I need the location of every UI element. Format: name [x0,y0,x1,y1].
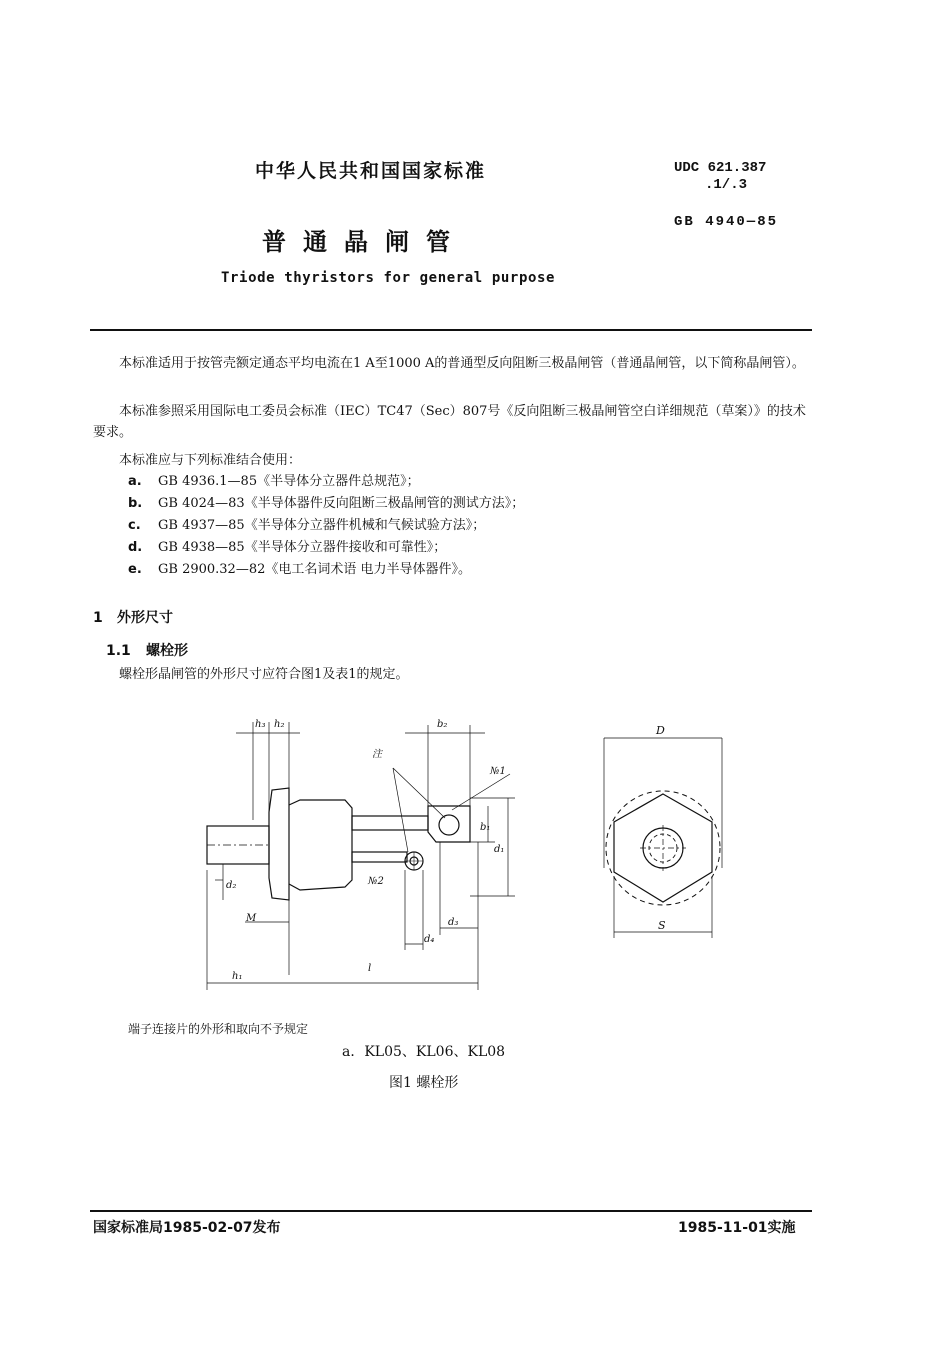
section-title: 外形尺寸 [117,610,173,626]
list-item [128,493,818,515]
figure-note: 端子连接片的外形和取向不予规定 [128,1022,309,1036]
terminal-1-hole [439,815,459,835]
gb-number: GB 4940—85 [674,214,779,230]
list-text: GB 2900.32—82《电工名词术语 电力半导体器件》。 [158,562,472,577]
figure-1-drawing [0,700,950,1000]
section-number: 1 [93,610,103,626]
list-key: e. [128,562,142,577]
udc-line-2: .1/.3 [705,177,748,193]
figure-subcaption: a．KL05、KL06、KL08 [342,1044,506,1060]
list-item [128,515,818,537]
dim-label-h1: h₁ [232,971,243,982]
udc-number [674,160,766,194]
terminal-2-rod [352,852,407,862]
document-title: 普通晶闸管 [262,228,467,256]
terminal-1-rod [352,816,428,830]
dim-label-S: S [658,919,666,932]
dim-label-D: D [656,724,665,737]
list-key: b. [128,496,143,511]
effective-date: 1985-11-01实施 [678,1220,796,1236]
dim-label-d1: d₁ [494,844,505,855]
intro-paragraph-2: 本标准参照采用国际电工委员会标准（IEC）TC47（Sec）807号《反向阻断三极晶闸管空白详细规范（草案）》的技术要求。 [93,404,806,440]
hex-flange-shape [269,788,289,900]
terminal-label-no2: №2 [368,876,384,887]
dim-label-b2: b₂ [437,719,448,730]
issue-date: 国家标准局1985-02-07发布 [93,1220,281,1236]
reference-list [128,471,818,581]
section-heading-1 [93,607,173,627]
list-item [128,559,818,581]
list-key: c. [128,518,141,533]
section-title: 螺栓形 [146,643,188,659]
note-marker: 注 [372,749,382,760]
list-text: GB 4024—83《半导体器件反向阻断三极晶闸管的测试方法》； [158,496,525,511]
list-text: GB 4937—85《半导体分立器件机械和气候试验方法》； [158,518,486,533]
footer-rule [90,1210,812,1212]
dim-label-l: l [368,963,372,974]
section-body: 螺栓形晶闸管的外形尺寸应符合图1及表1的规定。 [119,667,409,682]
list-key: a. [128,474,142,489]
dim-label-b1: b₁ [480,822,491,833]
header-rule [90,329,812,331]
list-item [128,471,818,493]
list-text: GB 4938—85《半导体分立器件接收和可靠性》； [158,540,447,555]
dim-label-d2: d₂ [226,880,237,891]
list-text: GB 4936.1—85《半导体分立器件总规范》； [158,474,420,489]
figure-caption: 图1 螺栓形 [389,1075,459,1091]
end-view [604,738,722,938]
intro-paragraph-1: 本标准适用于按管壳额定通态平均电流在1 A至1000 A的普通型反向阻断三极晶闸管（普通晶闸管，以下简称晶闸管）。 [119,356,805,371]
terminal-1-lug [428,806,470,842]
dim-label-d3: d₃ [448,917,459,928]
dim-label-h3: h₃ [255,719,266,730]
document-title-en: Triode thyristors for general purpose [221,270,556,286]
intro-paragraph-3: 本标准应与下列标准结合使用： [119,453,302,468]
dimension-lines [207,722,515,990]
body-shape [289,800,352,890]
list-key: d. [128,540,143,555]
section-number: 1.1 [106,643,131,659]
dim-label-M: M [246,913,257,924]
section-heading-1-1 [106,640,188,660]
dim-label-h2: h₂ [274,719,285,730]
udc-line-1: UDC 621.387 [674,160,767,176]
terminal-label-no1: №1 [490,766,506,777]
dim-label-d4: d₄ [424,934,435,945]
org-title: 中华人民共和国国家标准 [255,160,487,182]
list-item [128,537,818,559]
